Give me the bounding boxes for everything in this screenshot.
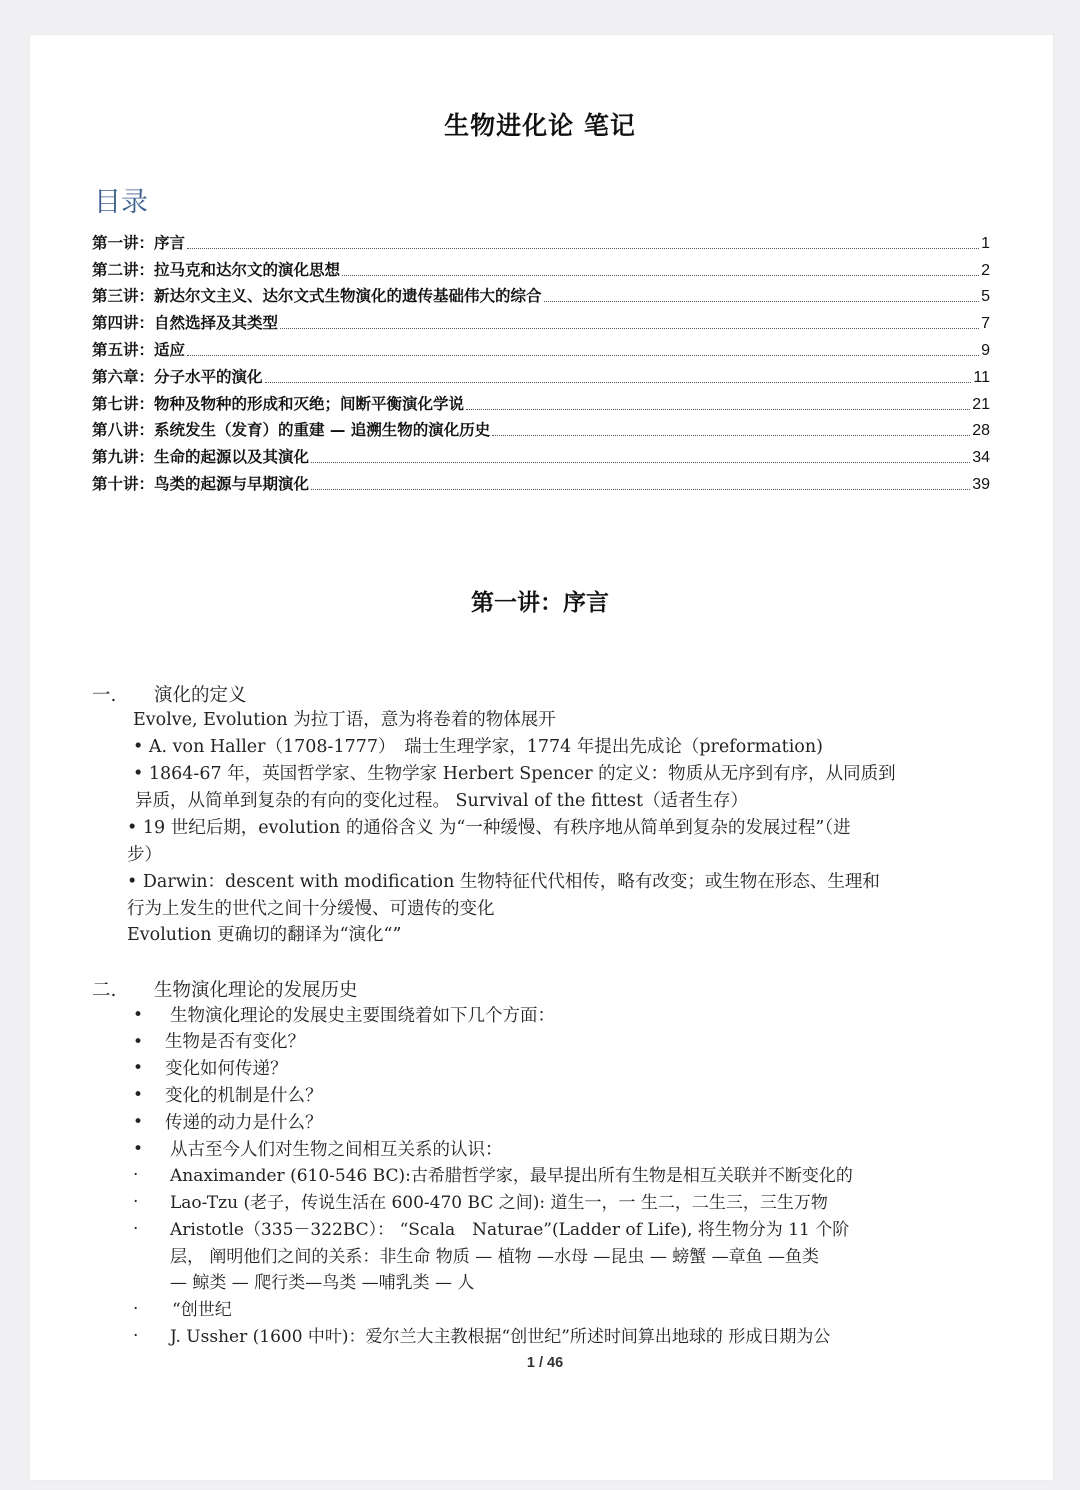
lecture-title: 第一讲：序言: [471, 590, 609, 616]
toc-entry[interactable]: [92, 306, 990, 333]
list-item: Lao-Tzu (老子，传说生活在 600-470 BC 之间): 道生一，一 生二，二生三，三生万物: [170, 1193, 828, 1213]
toc-heading: 目录: [94, 187, 148, 218]
bullet-icon: ·: [133, 1326, 139, 1346]
toc-leader-dots: [492, 434, 970, 436]
list-item-continuation: 层， 阐明他们之间的关系：非生命 物质 — 植物 —水母 —昆虫 — 螃蟹 —章鱼 —鱼类: [170, 1247, 820, 1267]
section-heading: [92, 681, 247, 707]
toc-entry-label[interactable]: 第九讲：生命的起源以及其演化: [92, 448, 310, 467]
page-number: 1 / 46: [526, 1355, 564, 1371]
section-number: 一.: [92, 685, 117, 706]
toc-entry[interactable]: [92, 467, 990, 494]
toc-leader-dots: [466, 408, 970, 410]
toc-entry[interactable]: [92, 333, 990, 360]
table-of-contents: [92, 226, 990, 494]
toc-entry[interactable]: [92, 226, 990, 253]
list-item: 变化的机制是什么？: [165, 1086, 323, 1106]
paragraph-line: 行为上发生的世代之间十分缓慢、可遗传的变化: [127, 899, 495, 919]
list-item: 从古至今人们对生物之间相互关系的认识：: [170, 1140, 503, 1160]
paragraph-line: Evolve, Evolution 为拉丁语，意为将卷着的物体展开: [133, 710, 556, 730]
section-title: 生物演化理论的发展历史: [154, 980, 358, 1001]
list-item: “创世纪: [172, 1300, 232, 1320]
toc-leader-dots: [280, 327, 979, 329]
toc-leader-dots: [311, 461, 970, 463]
bullet-icon: ·: [133, 1165, 139, 1185]
toc-entry-page[interactable]: 34: [972, 449, 990, 467]
toc-entry-page[interactable]: 9: [981, 341, 990, 359]
toc-leader-dots: [342, 274, 979, 276]
toc-entry[interactable]: [92, 280, 990, 307]
section-heading: [92, 976, 358, 1002]
toc-entry-label[interactable]: 第四讲：自然选择及其类型: [92, 314, 279, 333]
bullet-icon: ·: [133, 1299, 139, 1319]
toc-entry-label[interactable]: 第五讲：适应: [92, 340, 186, 359]
paragraph-line: • 1864-67 年，英国哲学家、生物学家 Herbert Spencer 的定义：物质从无序到有序，从同质到: [133, 764, 896, 784]
list-item: 变化如何传递？: [165, 1059, 288, 1079]
toc-entry[interactable]: [92, 440, 990, 467]
bullet-icon: •: [133, 1112, 144, 1132]
paragraph-line: 异质，从简单到复杂的有向的变化过程。 Survival of the fittest（适者生存）: [135, 791, 749, 811]
toc-entry-label[interactable]: 第二讲：拉马克和达尔文的演化思想: [92, 260, 341, 279]
list-item: 生物演化理论的发展史主要围绕着如下几个方面：: [170, 1006, 555, 1026]
toc-entry-page[interactable]: 7: [981, 315, 990, 333]
paragraph-line: • 19 世纪后期，evolution 的通俗含义 为“一种缓慢、有秩序地从简单到复杂的发展过程”（进: [127, 818, 851, 838]
paragraph-line: Evolution 更确切的翻译为“演化“”: [127, 925, 402, 945]
toc-entry-page[interactable]: 2: [981, 261, 990, 279]
list-item: Anaximander (610-546 BC):古希腊哲学家，最早提出所有生物是相互关联并不断变化的: [170, 1166, 853, 1186]
list-item: Aristotle（335－322BC）： “Scala Naturae”(Ladder of Life), 将生物分为 11 个阶: [170, 1220, 850, 1240]
section-title: 演化的定义: [154, 685, 247, 706]
toc-entry-label[interactable]: 第六章：分子水平的演化: [92, 367, 263, 386]
toc-leader-dots: [187, 354, 979, 356]
paragraph-line: • Darwin：descent with modification 生物特征代代相传，略有改变；或生物在形态、生理和: [127, 872, 880, 892]
toc-entry-page[interactable]: 1: [981, 234, 990, 252]
toc-leader-dots: [544, 300, 980, 302]
toc-entry-page[interactable]: 28: [972, 422, 990, 440]
toc-entry-label[interactable]: 第三讲：新达尔文主义、达尔文式生物演化的遗传基础伟大的综合: [92, 287, 542, 306]
bullet-icon: •: [133, 1005, 144, 1025]
toc-entry-page[interactable]: 39: [972, 475, 990, 493]
toc-entry[interactable]: [92, 253, 990, 280]
toc-entry-page[interactable]: 21: [972, 395, 990, 413]
list-item: J. Ussher (1600 中叶)：爱尔兰大主教根据“创世纪”所述时间算出地球的 形成日期为公: [170, 1327, 831, 1347]
toc-leader-dots: [311, 488, 970, 490]
bullet-icon: ·: [133, 1219, 139, 1239]
bullet-icon: ·: [133, 1192, 139, 1212]
bullet-icon: •: [133, 1058, 144, 1078]
section-number: 二.: [92, 980, 117, 1001]
toc-entry[interactable]: [92, 360, 990, 387]
paragraph-line: 步）: [127, 845, 162, 865]
toc-entry[interactable]: [92, 414, 990, 441]
list-item-continuation: — 鲸类 — 爬行类—鸟类 —哺乳类 — 人: [170, 1273, 475, 1293]
list-item: 传递的动力是什么？: [165, 1113, 323, 1133]
paragraph-line: • A. von Haller（1708-1777） 瑞士生理学家，1774 年提出先成论（preformation): [133, 737, 823, 757]
toc-entry-page[interactable]: 5: [981, 288, 990, 306]
toc-entry-label[interactable]: 第七讲：物种及物种的形成和灭绝；间断平衡演化学说: [92, 394, 465, 413]
toc-entry-label[interactable]: 第十讲：鸟类的起源与早期演化: [92, 474, 310, 493]
toc-entry[interactable]: [92, 387, 990, 414]
toc-leader-dots: [265, 381, 972, 383]
document-title: 生物进化论 笔记: [444, 111, 636, 140]
toc-entry-page[interactable]: 11: [973, 368, 990, 386]
toc-entry-label[interactable]: 第八讲：系统发生（发育）的重建 — 追溯生物的演化历史: [92, 421, 491, 440]
bullet-icon: •: [133, 1139, 144, 1159]
list-item: 生物是否有变化？: [165, 1032, 305, 1052]
bullet-icon: •: [133, 1032, 144, 1052]
toc-leader-dots: [187, 247, 979, 249]
bullet-icon: •: [133, 1085, 144, 1105]
toc-entry-label[interactable]: 第一讲：序言: [92, 233, 186, 252]
